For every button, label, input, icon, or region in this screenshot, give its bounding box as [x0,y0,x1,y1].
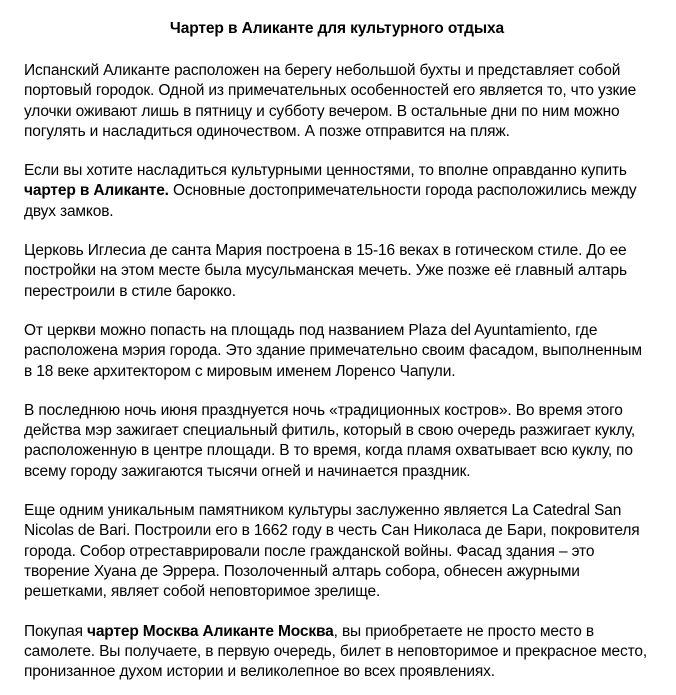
page-title: Чартер в Аликанте для культурного отдыха [169,20,505,37]
paragraph-church [24,241,650,302]
paragraph-cathedral [24,501,650,602]
article-body [24,61,650,682]
paragraph-bonfires [24,401,650,482]
paragraph-text-before: Покупая [24,622,87,640]
keyword-charter-moscow-alicante: чартер Москва Аликанте Москва [86,622,334,640]
paragraph-text-after: Основные достопримечательности города расположились между двух замков. [24,182,637,220]
paragraph-text: Еще одним уникальным памятником культуры заслуженно является La Catedral San Nicolas de Bari. Построили его в 1662 году в честь Сан Николаса де Бари, покровителя города. Собор отреставрировали после гражданской войны. Фасад здания – это творение Хуана де Эррера. Позолоченный алтарь собора, обнесен ажурными решетками, являет собой неповторимое зрелище. [24,502,640,601]
paragraph-cultural-values [24,161,650,222]
paragraph-text-before: Если вы хотите насладиться культурными ценностями, то вполне оправданно купить [24,162,627,180]
paragraph-conclusion [24,622,650,683]
paragraph-text: Испанский Аликанте расположен на берегу небольшой бухты и представляет собой портовый городок. Одной из примечательных особенностей его является то, что узкие улочки оживают лишь в пятницу и субботу вечером. В остальные дни по ним можно погулять и насладиться одиночеством. А позже отправится на пляж. [24,62,637,140]
paragraph-text: Церковь Иглесиа де санта Мария построена в 15-16 веках в готическом стиле. До ее постройки на этом месте была мусульманская мечеть. Уже позже её главный алтарь перестроили в стиле барокко. [24,242,627,300]
paragraph-plaza [24,321,650,382]
paragraph-text-after: , вы приобретаете не просто место в самолете. Вы получаете, в первую очередь, билет в неповторимое и прекрасное место, пронизанное духом истории и великолепное во всех проявлениях. [24,622,647,681]
paragraph-text: В последнюю ночь июня празднуется ночь «традиционных костров». Во время этого действа мэр зажигает специальный фитиль, который в свою очередь разжигает куклу, расположенную в центре площади. В то время, когда пламя охватывает всю куклу, по всему городу зажигаются тысячи огней и начинается праздник. [24,401,636,480]
keyword-charter-alicante: чартер в Аликанте. [24,182,169,200]
paragraph-text: От церкви можно попасть на площадь под названием Plaza del Ayuntamiento, где расположена мэрия города. Это здание примечательно своим фасадом, выполненным в 18 веке архитектором с мировым именем Лоренсо Чапули. [24,321,642,380]
paragraph-intro [24,61,650,142]
